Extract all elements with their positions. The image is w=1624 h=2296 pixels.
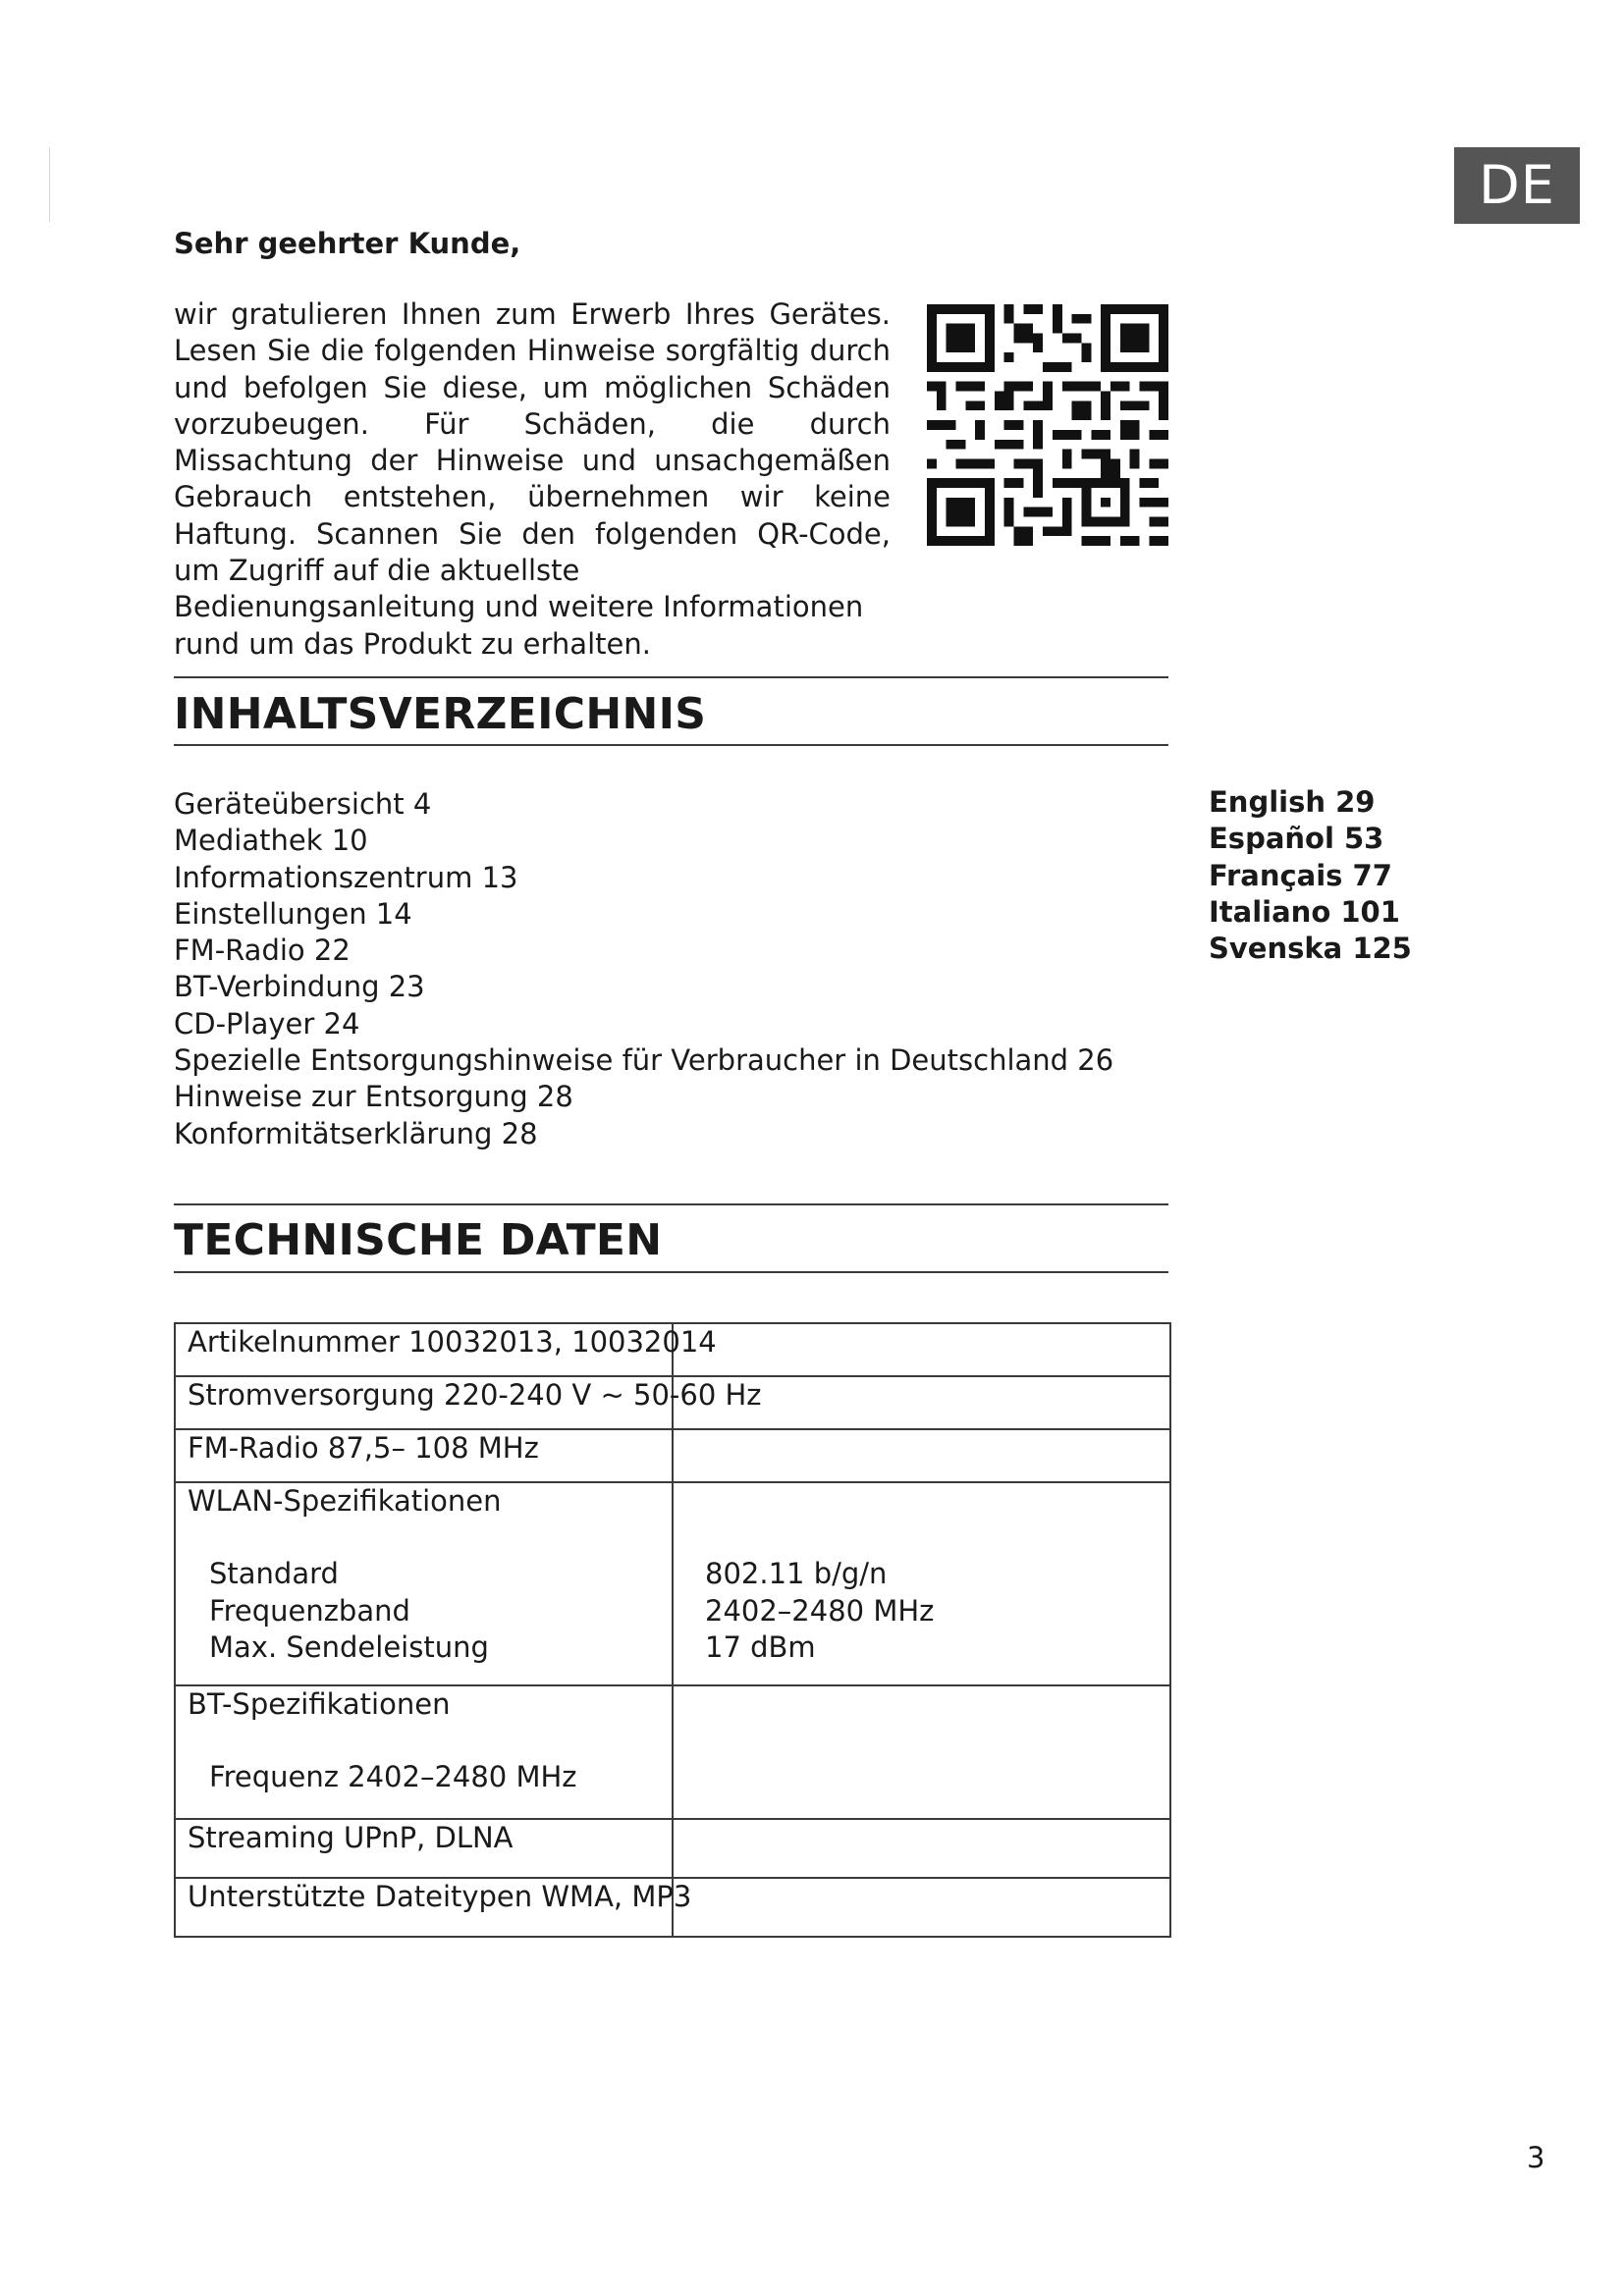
spec-filetypes: Unterstützte Dateitypen WMA, MP3 [175, 1878, 673, 1937]
page-number: 3 [1527, 2141, 1545, 2174]
specs-rule-top [174, 1203, 1168, 1205]
greeting: Sehr geehrter Kunde, [174, 227, 521, 260]
spec-bt-frequency: Frequenz 2402–2480 MHz [209, 1760, 577, 1794]
toc-rule-bottom [174, 744, 1168, 746]
spec-bt [175, 1685, 673, 1819]
toc-item[interactable]: Konformitätserklärung 28 [174, 1116, 538, 1150]
toc-item[interactable]: Spezielle Entsorgungshinweise für Verbraucher in Deutschland 26 [174, 1043, 1114, 1078]
spec-wlan-value: 2402–2480 MHz [705, 1593, 935, 1628]
spec-wlan-value: 802.11 b/g/n [705, 1557, 888, 1591]
table-row [175, 1429, 1170, 1482]
language-item-francais[interactable]: Français 77 [1209, 858, 1392, 892]
table-row [175, 1685, 1170, 1819]
toc-item[interactable]: FM-Radio 22 [174, 934, 351, 968]
table-row [175, 1482, 1170, 1685]
intro-paragraph-end: Bedienungsanleitung und weitere Informationen rund um das Produkt zu erhalten. [174, 590, 864, 661]
table-row [175, 1376, 1170, 1429]
spec-wlan-labels [175, 1482, 673, 1685]
qr-code [927, 304, 1168, 546]
spec-power: Stromversorgung 220-240 V ~ 50-60 Hz [175, 1376, 673, 1429]
specs-title: TECHNISCHE DATEN [174, 1215, 663, 1265]
toc-item[interactable]: Geräteübersicht 4 [174, 787, 432, 821]
spec-wlan-heading: WLAN-Spezifikationen [188, 1484, 502, 1518]
language-index [1209, 784, 1412, 967]
spec-empty-cell [673, 1429, 1170, 1482]
language-item-svenska[interactable]: Svenska 125 [1209, 932, 1412, 966]
table-row [175, 1323, 1170, 1376]
intro-paragraph: wir gratulieren Ihnen zum Erwerb Ihres Gerätes. Lesen Sie die folgenden Hinweise sorgfältig durch und befolgen Sie diese, um möglichen Schäden vorzubeugen. Für Schäden, die durch Missachtung der Hinweise und unsachgemäßen Gebrauch entstehen, übernehmen wir keine Haftung. Scannen Sie den folgenden QR-Code, um Zugriff auf die aktuellste [174, 297, 891, 588]
toc-item[interactable]: BT-Verbindung 23 [174, 970, 425, 1004]
spec-empty-cell [673, 1819, 1170, 1878]
spec-article: Artikelnummer 10032013, 10032014 [175, 1323, 673, 1376]
language-badge: DE [1454, 147, 1580, 224]
margin-marker [49, 147, 50, 222]
spec-wlan-label: Standard [209, 1557, 339, 1591]
intro-text [174, 296, 891, 663]
spec-empty-cell [673, 1878, 1170, 1937]
spec-empty-cell [673, 1685, 1170, 1819]
toc-item[interactable]: CD-Player 24 [174, 1006, 360, 1041]
toc-item[interactable]: Einstellungen 14 [174, 896, 412, 931]
specs-table [174, 1322, 1171, 1938]
toc-title: INHALTSVERZEICHNIS [174, 689, 707, 739]
table-row [175, 1819, 1170, 1878]
spec-wlan-label: Frequenzband [209, 1593, 410, 1628]
specs-rule-bottom [174, 1271, 1168, 1273]
toc-list [174, 786, 1113, 1152]
table-row [175, 1878, 1170, 1937]
language-item-italiano[interactable]: Italiano 101 [1209, 894, 1400, 929]
spec-wlan-values [673, 1482, 1170, 1685]
toc-item[interactable]: Mediathek 10 [174, 824, 368, 858]
spec-streaming: Streaming UPnP, DLNA [175, 1819, 673, 1878]
toc-rule-top [174, 676, 1168, 678]
spec-fm: FM-Radio 87,5– 108 MHz [175, 1429, 673, 1482]
language-item-espanol[interactable]: Español 53 [1209, 822, 1384, 856]
language-item-english[interactable]: English 29 [1209, 785, 1376, 819]
spec-bt-heading: BT-Spezifikationen [188, 1687, 451, 1721]
toc-item[interactable]: Hinweise zur Entsorgung 28 [174, 1080, 573, 1114]
spec-empty-cell [673, 1323, 1170, 1376]
toc-item[interactable]: Informationszentrum 13 [174, 860, 518, 894]
spec-wlan-label: Max. Sendeleistung [209, 1629, 489, 1664]
spec-wlan-value: 17 dBm [705, 1629, 816, 1664]
